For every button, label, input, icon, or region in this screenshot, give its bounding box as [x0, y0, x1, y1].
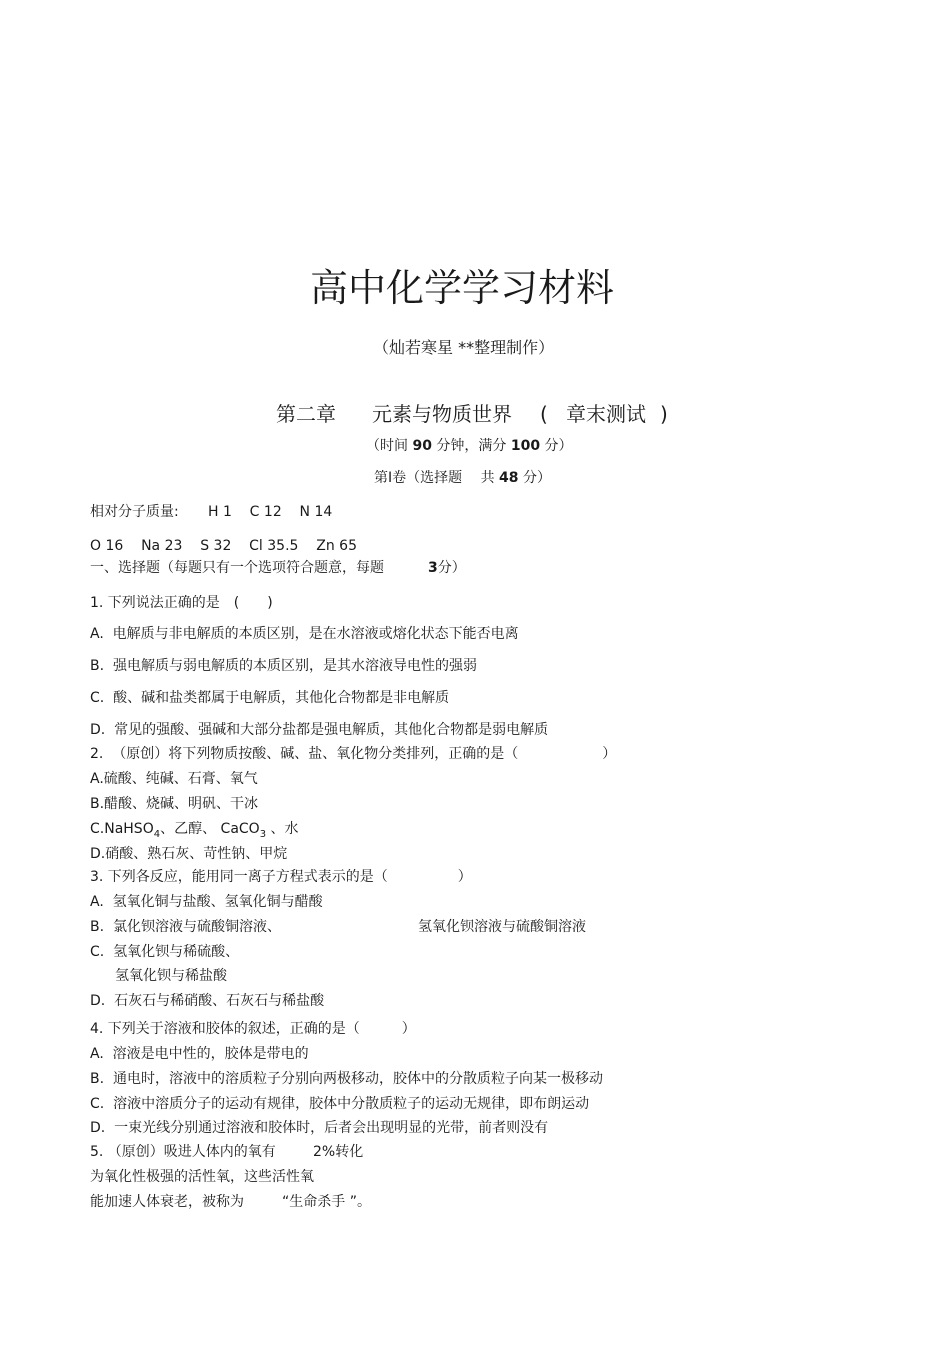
section-heading — [90, 559, 466, 577]
q5-line-3b: “生命杀手 ”。 — [282, 1194, 371, 1210]
volume-value: 48 — [499, 470, 519, 486]
volume-heading — [374, 469, 551, 487]
section-post: 分） — [437, 560, 466, 576]
page-title: 高中化学学习材料 — [310, 266, 615, 310]
q2-c-sub2: 3 — [259, 828, 267, 840]
q5-line-2: 为氧化性极强的活性氧，这些活性氧 — [90, 1169, 314, 1185]
q3-option-c-part2: 氢氧化钡与稀盐酸 — [115, 968, 227, 984]
q2-c-part1: C.NaHSO — [90, 821, 154, 837]
mass-label: 相对分子质量: — [90, 504, 179, 520]
chapter-name: 元素与物质世界 — [372, 402, 512, 426]
q3-stem: 3. 下列各反应，能用同一离子方程式表示的是（ ） — [90, 869, 472, 885]
section-pre: 一、选择题（每题只有一个选项符合题意，每题 — [90, 560, 384, 576]
q1-option-d: D. 常见的强酸、强碱和大部分盐都是强电解质，其他化合物都是弱电解质 — [90, 722, 549, 738]
q3-option-d: D. 石灰石与稀硝酸、石灰石与稀盐酸 — [90, 993, 325, 1009]
exam-time-post: 分） — [540, 438, 573, 454]
q2-option-b: B.醋酸、烧碱、明矾、干冰 — [90, 796, 259, 812]
q4-option-b: B. 通电时，溶液中的溶质粒子分别向两极移动，胶体中的分散质粒子向某一极移动 — [90, 1071, 603, 1087]
exam-time-mid: 分钟，满分 — [431, 438, 511, 454]
q3-option-b-part1: B. 氯化钡溶液与硫酸铜溶液、 — [90, 919, 281, 935]
q4-option-c: C. 溶液中溶质分子的运动有规律，胶体中分散质粒子的运动无规律，即布朗运动 — [90, 1096, 590, 1112]
q4-stem: 4. 下列关于溶液和胶体的叙述，正确的是（ ） — [90, 1021, 416, 1037]
q3-option-b-part2: 氢氧化钡溶液与硫酸铜溶液 — [418, 919, 586, 935]
q2-stem: 2. （原创）将下列物质按酸、碱、盐、氧化物分类排列，正确的是（ ） — [90, 746, 617, 762]
section-value: 3 — [428, 560, 438, 576]
q5-line-1a: 5. （原创）吸进人体内的氧有 — [90, 1144, 276, 1160]
q2-option-a: A.硫酸、纯碱、石膏、氧气 — [90, 771, 258, 787]
q1-option-c: C. 酸、碱和盐类都属于电解质，其他化合物都是非电解质 — [90, 690, 450, 706]
q2-option-c — [90, 820, 299, 844]
q1-option-b: B. 强电解质与弱电解质的本质区别，是其水溶液导电性的强弱 — [90, 658, 477, 674]
volume-pre: 第Ⅰ卷（选择题 共 — [374, 470, 500, 486]
exam-score-value: 100 — [510, 438, 541, 454]
q5-line-1b: 2%转化 — [313, 1144, 364, 1160]
mass-line-1: H 1 C 12 N 14 — [208, 504, 333, 520]
q1-option-a: A. 电解质与非电解质的本质区别，是在水溶液或熔化状态下能否电离 — [90, 626, 519, 642]
chapter-prefix: 第二章 — [276, 402, 336, 426]
q2-c-sub1: 4 — [153, 828, 161, 840]
q1-stem: 1. 下列说法正确的是 ( ) — [90, 595, 273, 611]
exam-time-pre: （时间 — [366, 438, 413, 454]
chapter-type: 章末测试 — [566, 402, 646, 426]
exam-time-value: 90 — [412, 438, 432, 454]
q2-option-d: D.硝酸、熟石灰、苛性钠、甲烷 — [90, 846, 288, 862]
q3-option-c-part1: C. 氢氧化钡与稀硫酸、 — [90, 944, 240, 960]
chapter-paren-close: ) — [660, 402, 668, 426]
q2-c-part2: 、乙醇、 CaCO — [160, 821, 260, 837]
volume-post: 分） — [518, 470, 551, 486]
q2-c-part3: 、水 — [266, 821, 299, 837]
credit-line: （灿若寒星 **整理制作） — [373, 338, 555, 357]
exam-info — [366, 437, 573, 455]
mass-line-2: O 16 Na 23 S 32 Cl 35.5 Zn 65 — [90, 538, 357, 554]
q4-option-a: A. 溶液是电中性的，胶体是带电的 — [90, 1046, 309, 1062]
q5-line-3a: 能加速人体衰老，被称为 — [90, 1194, 244, 1210]
chapter-paren-open: ( — [540, 402, 548, 426]
q3-option-a: A. 氢氧化铜与盐酸、氢氧化铜与醋酸 — [90, 894, 323, 910]
q4-option-d: D. 一束光线分别通过溶液和胶体时，后者会出现明显的光带，前者则没有 — [90, 1120, 549, 1136]
